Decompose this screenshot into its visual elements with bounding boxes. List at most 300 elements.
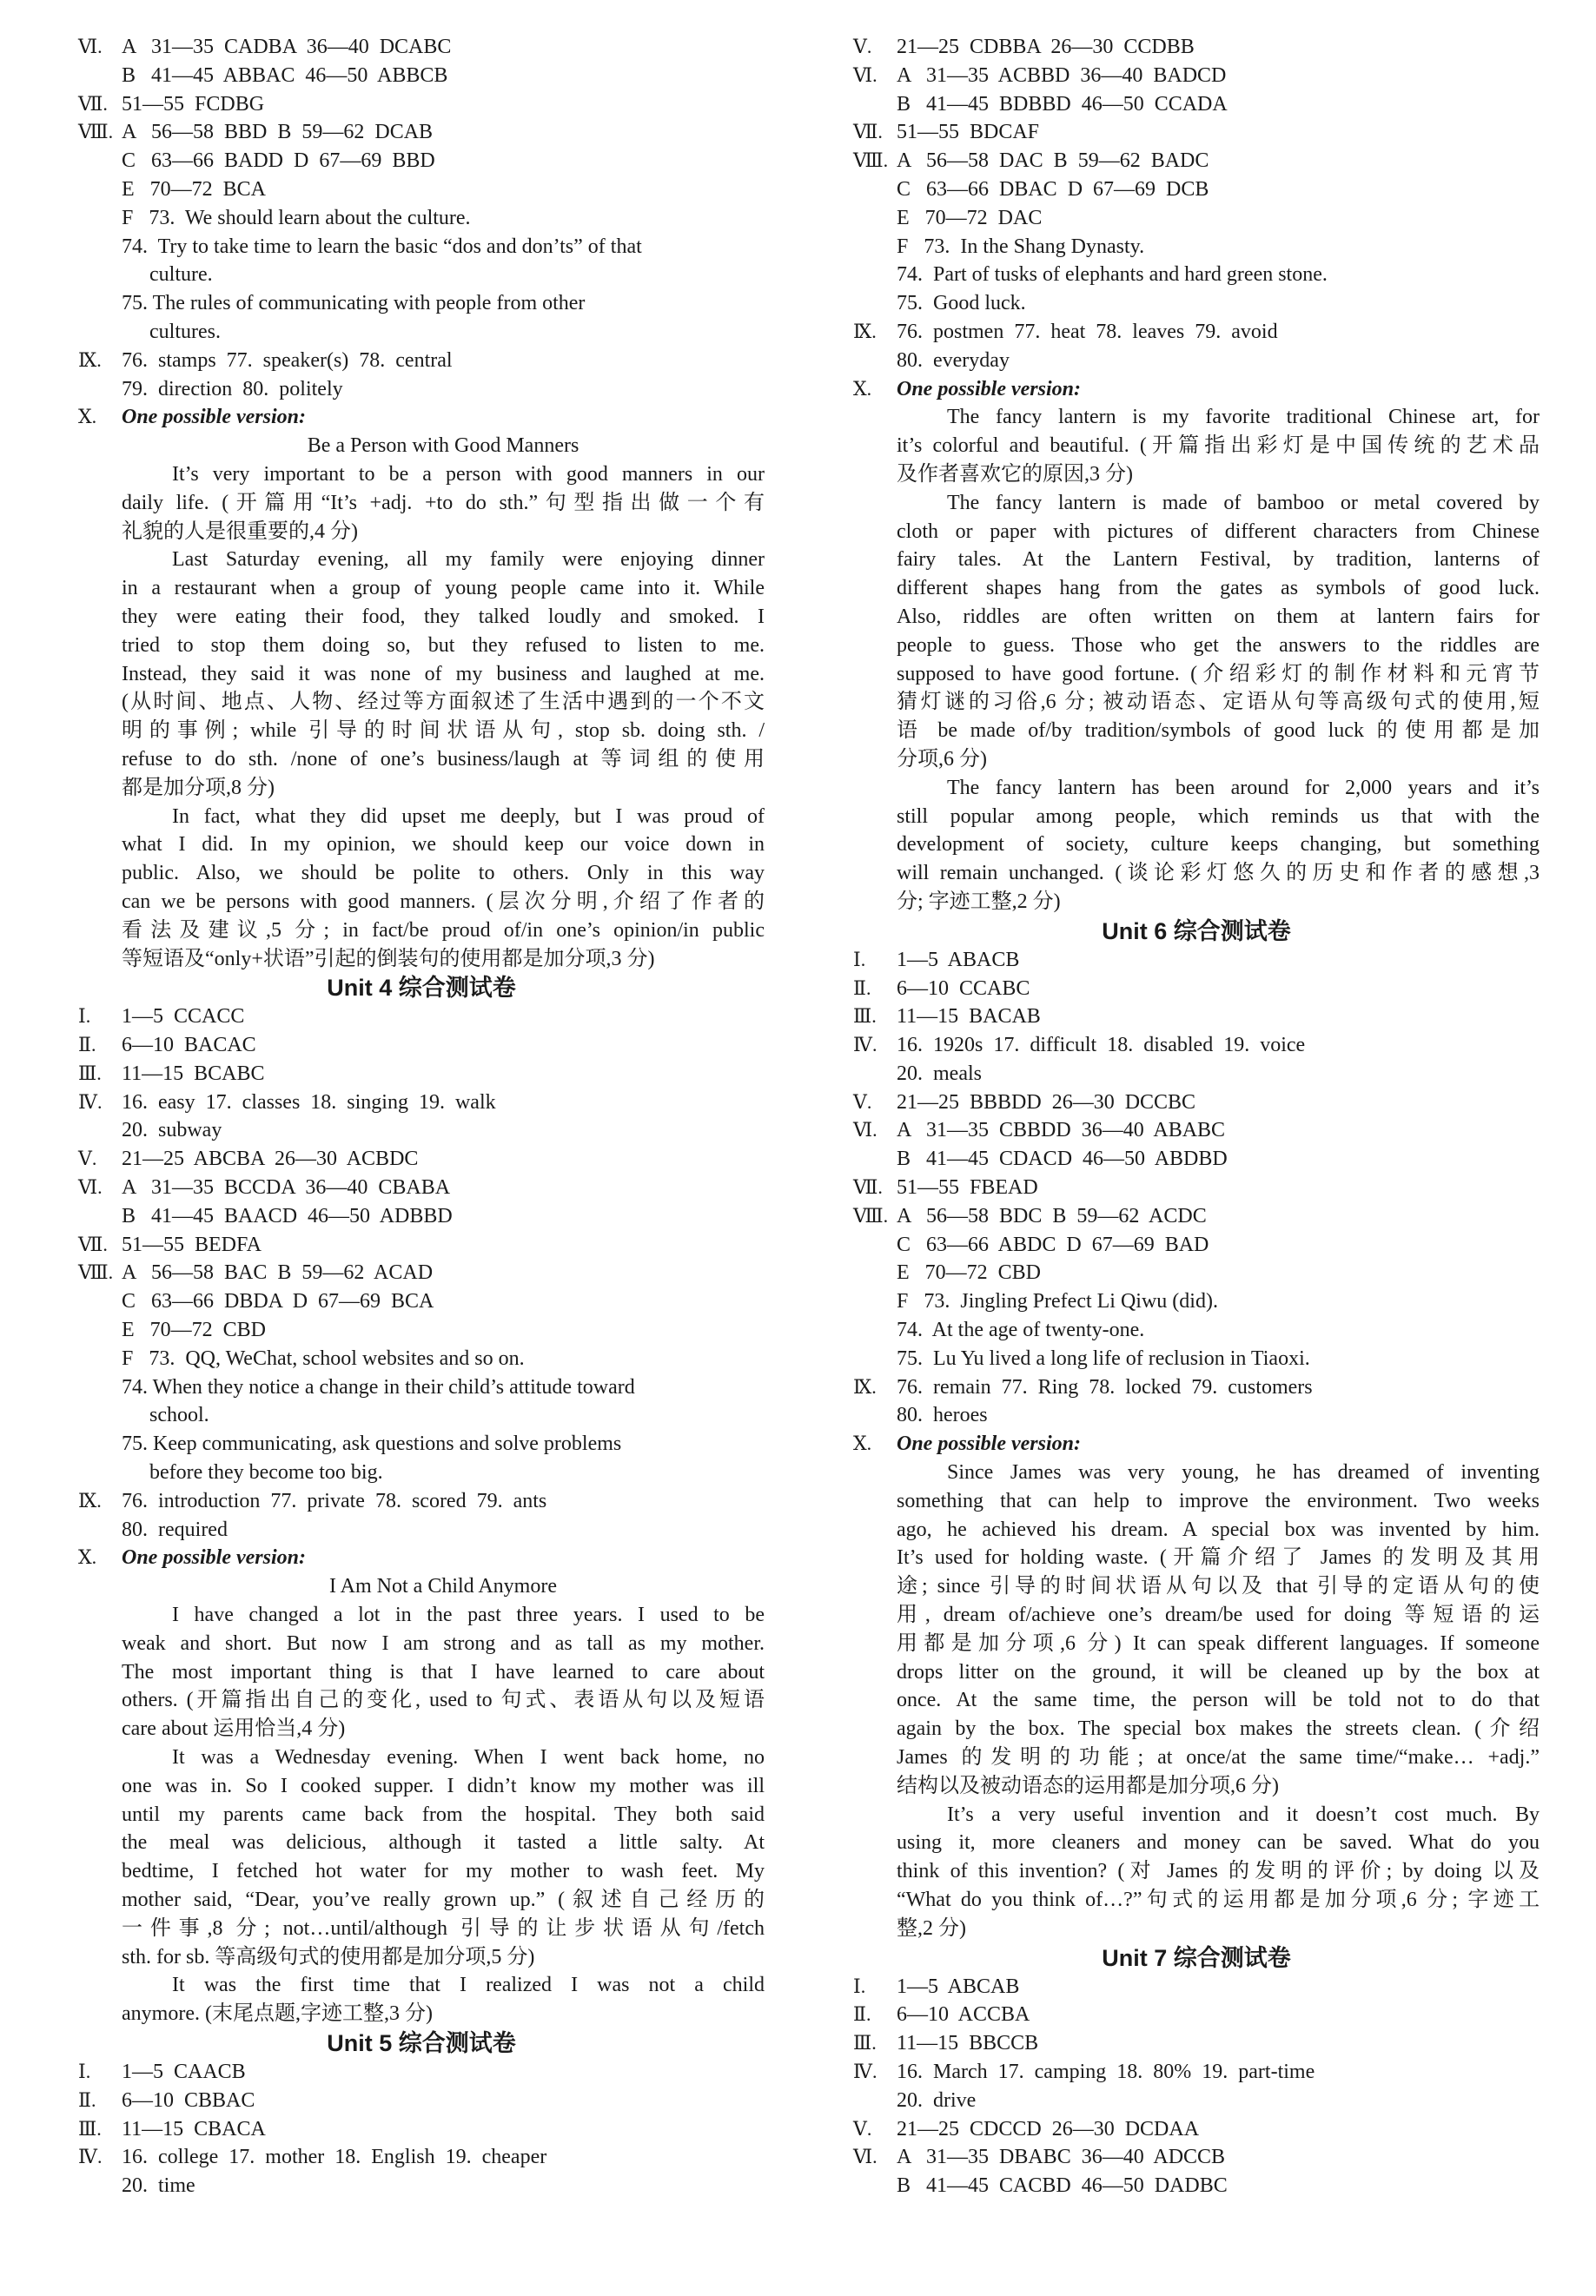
line-text: The fancy lantern is my favorite traditional Chinese art, for xyxy=(947,406,1540,429)
answer-line xyxy=(853,2143,1540,2172)
answer-line xyxy=(853,1145,1540,1174)
essay-line xyxy=(78,1715,765,1744)
answer-line xyxy=(853,1002,1540,1031)
line-text: The fancy lantern has been around for 2,000 years and it’s xyxy=(947,776,1540,799)
line-text: It’s very important to be a person with good manners in our xyxy=(172,462,765,486)
unit-heading: Unit 4 综合测试卷 xyxy=(327,975,516,1002)
line-text: anymore. (末尾点题,字迹工整,3 分) xyxy=(122,2002,433,2026)
section-version-label xyxy=(78,403,765,432)
essay-line xyxy=(78,859,765,888)
line-text: 51—55 BEDFA xyxy=(122,1233,262,1256)
essay-line xyxy=(853,688,1540,717)
line-text: A 31—35 BCCDA 36—40 CBABA xyxy=(122,1176,451,1200)
answer-line xyxy=(853,2029,1540,2058)
line-text: others. (开篇指出自己的变化, used to 句式、表语从句以及短语 xyxy=(122,1689,765,1712)
line-text: A 56—58 DAC B 59—62 BADC xyxy=(897,149,1209,173)
line-text: B 41—45 CDACD 46—50 ABDBD xyxy=(897,1148,1228,1171)
answer-line xyxy=(853,946,1540,975)
answer-line xyxy=(853,118,1540,147)
line-text: 74. Try to take time to learn the basic “dos and don’ts” of that xyxy=(122,235,642,258)
essay-line xyxy=(78,774,765,803)
answer-line xyxy=(78,1316,765,1345)
line-text: 1—5 ABACB xyxy=(897,948,1020,971)
essay-line xyxy=(853,1715,1540,1744)
answer-line xyxy=(78,1202,765,1231)
line-text: 74. At the age of twenty-one. xyxy=(897,1319,1145,1342)
line-text: 等短语及“only+状语”引起的倒装句的使用都是加分项,3 分) xyxy=(122,947,655,970)
answer-line xyxy=(78,147,765,175)
line-text: The fancy lantern is made of bamboo or metal covered by xyxy=(947,491,1540,514)
essay-line xyxy=(78,489,765,518)
essay-line xyxy=(78,660,765,689)
line-text: A 56—58 BDC B 59—62 ACDC xyxy=(897,1204,1207,1227)
answer-line xyxy=(78,1287,765,1316)
line-text: they were eating their food, they talked loudly and smoked. I xyxy=(122,605,765,628)
answer-line xyxy=(78,1174,765,1202)
line-text: 6—10 BACAC xyxy=(122,1034,256,1057)
essay-line xyxy=(853,717,1540,745)
line-text: one was in. So I cooked supper. I didn’t know my mother was ill xyxy=(122,1774,765,1797)
roman-numeral: Ⅹ. xyxy=(853,1433,872,1455)
line-text: It’s a very useful invention and it doesn’t cost much. By xyxy=(947,1803,1540,1826)
line-text: 1—5 CCACC xyxy=(122,1005,245,1029)
answer-line xyxy=(78,1060,765,1088)
line-text: something that can help to improve the environment. Two weeks xyxy=(897,1489,1540,1512)
roman-numeral: Ⅲ. xyxy=(853,1005,877,1028)
essay-line xyxy=(78,603,765,632)
line-text: 75. The rules of communicating with people from other xyxy=(122,292,586,315)
line-text: people to guess. Those who get the answers to the riddles are xyxy=(897,633,1540,657)
essay-line xyxy=(853,1544,1540,1572)
roman-numeral: Ⅴ. xyxy=(853,1090,872,1113)
answer-item-continuation xyxy=(78,318,765,347)
roman-numeral: Ⅵ. xyxy=(78,1176,103,1199)
line-text: “What do you think of…?”句式的运用都是加分项,6 分; 字迹工 xyxy=(897,1889,1540,1911)
essay-line xyxy=(853,859,1540,888)
answer-line xyxy=(78,2115,765,2144)
line-text: what I did. In my opinion, we should keep our voice down in xyxy=(122,833,765,857)
line-text: 20. time xyxy=(122,2174,195,2198)
answer-line xyxy=(853,1973,1540,2002)
line-text: cultures. xyxy=(149,320,221,343)
roman-numeral: Ⅱ. xyxy=(78,2088,96,2111)
left-column xyxy=(78,33,765,2200)
answer-item-continuation xyxy=(78,1401,765,1430)
line-text: F 73. QQ, WeChat, school websites and so on. xyxy=(122,1347,525,1370)
line-text: school. xyxy=(149,1404,209,1427)
essay-line xyxy=(853,460,1540,489)
answer-line xyxy=(78,62,765,90)
essay-line xyxy=(853,888,1540,916)
answer-line xyxy=(78,1487,765,1516)
line-text: 语 be made of/by tradition/symbols of good luck 的使用都是加 xyxy=(897,719,1540,743)
answer-line xyxy=(853,1287,1540,1316)
roman-numeral: Ⅱ. xyxy=(78,1034,96,1056)
line-text: 用, dream of/achieve one’s dream/be used for doing 等短语的运 xyxy=(897,1604,1540,1627)
essay-line xyxy=(78,518,765,546)
line-text: 80. heroes xyxy=(897,1404,988,1427)
answer-line xyxy=(853,33,1540,62)
line-text: 21—25 BBBDD 26—30 DCCBC xyxy=(897,1090,1196,1114)
answer-line xyxy=(78,1259,765,1287)
line-text: F 73. Jingling Prefect Li Qiwu (did). xyxy=(897,1290,1218,1313)
line-text: James 的发明的功能; at once/at the same time/“make… +adj.” xyxy=(897,1746,1540,1770)
roman-numeral: Ⅶ. xyxy=(78,1233,108,1255)
line-text: B 41—45 BAACD 46—50 ADBBD xyxy=(122,1204,453,1227)
line-text: (从时间、地点、人物、经过等方面叙述了生活中遇到的一个不文 xyxy=(122,691,765,714)
answer-line xyxy=(853,175,1540,204)
answer-item xyxy=(78,233,765,261)
right-column xyxy=(853,33,1540,2200)
answer-line xyxy=(853,204,1540,233)
roman-numeral: Ⅵ. xyxy=(853,2146,877,2168)
essay-line xyxy=(853,1886,1540,1915)
essay-line xyxy=(853,1829,1540,1857)
line-text: A 31—35 ACBBD 36—40 BADCD xyxy=(897,63,1227,87)
essay-line xyxy=(78,1801,765,1830)
line-text: B 41—45 BDBBD 46—50 CCADA xyxy=(897,92,1228,116)
answer-line xyxy=(78,1231,765,1260)
line-text: think of this invention? (对 James 的发明的评价; by doing 以及 xyxy=(897,1860,1540,1883)
line-text: development of society, culture keeps changing, but something xyxy=(897,833,1540,857)
line-text: 20. meals xyxy=(897,1062,982,1085)
essay-line xyxy=(78,717,765,745)
line-text: 整,2 分) xyxy=(897,1916,966,1940)
answer-line xyxy=(853,233,1540,261)
roman-numeral: Ⅴ. xyxy=(78,1148,97,1170)
line-text: It’s used for holding waste. (开篇介绍了 James 的发明及其用 xyxy=(897,1546,1540,1570)
line-text: until my parents came back from the hospital. They both said xyxy=(122,1803,765,1826)
essay-line xyxy=(78,1857,765,1886)
line-text: 看法及建议,5 分; in fact/be proud of/in one’s opinion/in public xyxy=(122,918,765,942)
essay-line xyxy=(78,916,765,945)
answer-item xyxy=(78,289,765,318)
essay-line xyxy=(853,660,1540,689)
answer-line xyxy=(853,1031,1540,1060)
roman-numeral: Ⅹ. xyxy=(78,1546,97,1569)
roman-numeral: Ⅰ. xyxy=(853,1975,866,1997)
answer-line xyxy=(78,1345,765,1373)
line-text: 途; since 引导的时间状语从句以及 that 引导的定语从句的使 xyxy=(897,1575,1540,1598)
essay-line xyxy=(853,1459,1540,1487)
line-text: E 70—72 CBD xyxy=(897,1261,1042,1285)
essay-line xyxy=(78,1686,765,1715)
line-text: still popular among people, which reminds us that with the xyxy=(897,804,1540,828)
roman-numeral: Ⅸ. xyxy=(78,1489,102,1512)
line-text: E 70—72 DAC xyxy=(897,206,1043,229)
answer-line xyxy=(853,1088,1540,1117)
line-text: One possible version: xyxy=(122,1546,306,1570)
essay-line xyxy=(78,1744,765,1772)
line-text: One possible version: xyxy=(897,1433,1081,1456)
line-text: ago, he achieved his dream. A special box was invented by him. xyxy=(897,1518,1540,1541)
line-text: can we be persons with good manners. (层次分明,介绍了作者的 xyxy=(122,890,765,913)
line-text: 11—15 BACAB xyxy=(897,1005,1041,1029)
essay-line xyxy=(853,403,1540,432)
line-text: care about 运用恰当,4 分) xyxy=(122,1717,346,1741)
line-text: 20. drive xyxy=(897,2088,977,2112)
line-text: C 63—66 ABDC D 67—69 BAD xyxy=(897,1233,1209,1256)
answer-item xyxy=(853,289,1540,318)
answer-line xyxy=(853,1060,1540,1088)
essay-line xyxy=(78,574,765,603)
essay-title xyxy=(78,432,765,460)
line-text: It was the first time that I realized I was not a child xyxy=(172,1974,765,1997)
answer-line xyxy=(853,1373,1540,1402)
answer-line xyxy=(853,975,1540,1003)
line-text: One possible version: xyxy=(122,406,306,429)
line-text: fairy tales. At the Lantern Festival, by tradition, lanterns of xyxy=(897,548,1540,572)
roman-numeral: Ⅸ. xyxy=(78,348,102,371)
answer-line xyxy=(853,1231,1540,1260)
roman-numeral: Ⅲ. xyxy=(78,1062,102,1084)
line-text: 都是加分项,8 分) xyxy=(122,776,275,799)
line-text: it’s colorful and beautiful. (开篇指出彩灯是中国传统的艺术品 xyxy=(897,434,1540,458)
answer-line xyxy=(78,90,765,119)
line-text: 16. college 17. mother 18. English 19. cheaper xyxy=(122,2146,547,2169)
line-text: 结构以及被动语态的运用都是加分项,6 分) xyxy=(897,1774,1279,1797)
roman-numeral: Ⅱ. xyxy=(853,976,871,999)
roman-numeral: Ⅰ. xyxy=(78,2060,91,2082)
roman-numeral: Ⅸ. xyxy=(853,1375,877,1398)
line-text: A 56—58 BAC B 59—62 ACAD xyxy=(122,1261,434,1285)
answer-line xyxy=(78,33,765,62)
roman-numeral: Ⅲ. xyxy=(78,2117,102,2140)
answer-line xyxy=(78,1031,765,1060)
essay-line xyxy=(853,774,1540,803)
answer-line xyxy=(78,1516,765,1545)
roman-numeral: Ⅵ. xyxy=(853,1119,877,1141)
line-text: B 41—45 ABBAC 46—50 ABBCB xyxy=(122,63,448,87)
answer-line xyxy=(853,147,1540,175)
roman-numeral: Ⅸ. xyxy=(853,320,877,342)
answer-line xyxy=(853,2001,1540,2029)
line-text: 51—55 BDCAF xyxy=(897,121,1040,144)
roman-numeral: Ⅲ. xyxy=(853,2032,877,2054)
essay-line xyxy=(853,1915,1540,1943)
answer-line xyxy=(853,318,1540,347)
essay-line xyxy=(853,632,1540,660)
essay-line xyxy=(78,1772,765,1801)
answer-item xyxy=(78,1373,765,1402)
line-text: One possible version: xyxy=(897,377,1081,400)
line-text: 80. required xyxy=(122,1518,228,1541)
essay-line xyxy=(853,1801,1540,1830)
answer-line xyxy=(78,1116,765,1145)
answer-item xyxy=(853,1345,1540,1373)
essay-line xyxy=(853,1572,1540,1601)
line-text: A 31—35 CBBDD 36—40 ABABC xyxy=(897,1119,1226,1142)
roman-numeral: Ⅱ. xyxy=(853,2003,871,2026)
line-text: 80. everyday xyxy=(897,348,1010,372)
essay-line xyxy=(853,546,1540,574)
line-text: B 41—45 CACBD 46—50 DADBC xyxy=(897,2174,1228,2198)
line-text: 礼貌的人是很重要的,4 分) xyxy=(122,519,358,543)
roman-numeral: Ⅷ. xyxy=(853,149,889,172)
line-text: E 70—72 CBD xyxy=(122,1319,267,1342)
line-text: 51—55 FCDBG xyxy=(122,92,265,116)
essay-line xyxy=(78,888,765,916)
line-text: before they become too big. xyxy=(149,1461,383,1485)
line-text: 分项,6 分) xyxy=(897,747,987,771)
line-text: 76. stamps 77. speaker(s) 78. central xyxy=(122,348,453,372)
line-text: It was a Wednesday evening. When I went back home, no xyxy=(172,1746,765,1770)
roman-numeral: Ⅰ. xyxy=(78,1005,91,1028)
line-text: 用都是加分项,6 分) It can speak different languages. If someone xyxy=(897,1631,1540,1655)
answer-line xyxy=(853,347,1540,375)
line-text: 20. subway xyxy=(122,1119,222,1142)
answer-line xyxy=(78,175,765,204)
line-text: 16. March 17. camping 18. 80% 19. part-time xyxy=(897,2060,1315,2083)
essay-line xyxy=(78,945,765,974)
line-text: 及作者喜欢它的原因,3 分) xyxy=(897,462,1133,486)
line-text: will remain unchanged. (谈论彩灯悠久的历史和作者的感想,3 xyxy=(897,862,1540,885)
essay-line xyxy=(853,1744,1540,1772)
line-text: E 70—72 BCA xyxy=(122,177,267,201)
line-text: 76. introduction 77. private 78. scored 79. ants xyxy=(122,1489,547,1512)
line-text: A 31—35 DBABC 36—40 ADCCB xyxy=(897,2146,1226,2169)
answer-item xyxy=(853,261,1540,289)
line-text: 猜灯谜的习俗,6 分; 被动语态、定语从句等高级句式的使用,短 xyxy=(897,691,1540,714)
line-text: 一件事,8 分; not…until/although 引导的让步状语从句/fetch xyxy=(122,1916,765,1940)
line-text: mother said, “Dear, you’ve really grown up.” (叙述自己经历的 xyxy=(122,1889,765,1911)
essay-line xyxy=(853,1772,1540,1801)
answer-line xyxy=(78,2143,765,2172)
line-text: In fact, what they did upset me deeply, but I was proud of xyxy=(172,804,765,828)
unit-heading: Unit 7 综合测试卷 xyxy=(1102,1944,1291,1971)
line-text: once. At the same time, the person will be told not to do that xyxy=(897,1689,1540,1712)
line-text: 11—15 CBACA xyxy=(122,2117,266,2141)
line-text: F 73. In the Shang Dynasty. xyxy=(897,235,1145,258)
section-version-label xyxy=(78,1544,765,1572)
roman-numeral: Ⅷ. xyxy=(78,1261,114,1284)
line-text: 21—25 CDBBA 26—30 CCDBB xyxy=(897,36,1195,58)
answer-line xyxy=(853,1202,1540,1231)
essay-line xyxy=(78,1886,765,1915)
answer-line xyxy=(78,204,765,233)
section-version-label xyxy=(853,1430,1540,1459)
essay-line xyxy=(853,745,1540,774)
line-text: 6—10 CBBAC xyxy=(122,2088,255,2112)
line-text: weak and short. But now I am strong and as tall as my mother. xyxy=(122,1631,765,1655)
line-text: 75. Keep communicating, ask questions and solve problems xyxy=(122,1433,622,1456)
answer-item xyxy=(78,1430,765,1459)
answer-item-continuation xyxy=(78,1459,765,1487)
line-text: 11—15 BBCCB xyxy=(897,2032,1039,2055)
line-text: C 63—66 DBDA D 67—69 BCA xyxy=(122,1290,434,1313)
line-text: public. Also, we should be polite to others. Only in this way xyxy=(122,862,765,885)
line-text: Be a Person with Good Manners xyxy=(307,434,579,458)
essay-line xyxy=(78,1829,765,1857)
roman-numeral: Ⅳ. xyxy=(853,1034,877,1056)
essay-line xyxy=(853,1658,1540,1687)
line-text: 74. When they notice a change in their child’s attitude toward xyxy=(122,1375,635,1399)
line-text: C 63—66 DBAC D 67—69 DCB xyxy=(897,177,1209,201)
answer-line xyxy=(853,2058,1540,2087)
answer-line xyxy=(78,2087,765,2115)
essay-line xyxy=(853,1630,1540,1658)
answer-line xyxy=(853,1259,1540,1287)
line-text: different shapes hang from the gates as symbols of good luck. xyxy=(897,577,1540,600)
line-text: cloth or paper with pictures of different characters from Chinese xyxy=(897,519,1540,543)
line-text: The most important thing is that I have learned to care about xyxy=(122,1660,765,1684)
line-text: 79. direction 80. politely xyxy=(122,377,343,400)
essay-line xyxy=(78,1601,765,1630)
essay-line xyxy=(78,1630,765,1658)
roman-numeral: Ⅳ. xyxy=(78,1090,103,1113)
essay-title xyxy=(78,1572,765,1601)
essay-line xyxy=(78,688,765,717)
line-text: supposed to have good fortune. (介绍彩灯的制作材料和元宵节 xyxy=(897,662,1540,685)
line-text: 74. Part of tusks of elephants and hard green stone. xyxy=(897,263,1328,287)
essay-line xyxy=(78,1915,765,1943)
essay-line xyxy=(78,745,765,774)
essay-line xyxy=(78,803,765,831)
answer-line xyxy=(853,1401,1540,1430)
essay-line xyxy=(853,603,1540,632)
answer-item xyxy=(853,1316,1540,1345)
unit-heading: Unit 6 综合测试卷 xyxy=(1102,917,1291,944)
roman-numeral: Ⅴ. xyxy=(853,2117,872,2140)
line-text: bedtime, I fetched hot water for my mother to wash feet. My xyxy=(122,1860,765,1883)
essay-line xyxy=(853,1686,1540,1715)
answer-line xyxy=(853,1174,1540,1202)
line-text: 16. easy 17. classes 18. singing 19. walk xyxy=(122,1090,496,1114)
essay-line xyxy=(78,830,765,859)
line-text: 1—5 CAACB xyxy=(122,2060,246,2083)
roman-numeral: Ⅰ. xyxy=(853,948,866,970)
line-text: drops litter on the ground, it will be cleaned up by the box at xyxy=(897,1660,1540,1684)
answer-line xyxy=(78,347,765,375)
line-text: C 63—66 BADD D 67—69 BBD xyxy=(122,149,435,173)
line-text: using it, more cleaners and money can be saved. What do you xyxy=(897,1831,1540,1855)
essay-line xyxy=(78,1658,765,1687)
roman-numeral: Ⅷ. xyxy=(78,121,114,143)
unit-heading: Unit 5 综合测试卷 xyxy=(327,2029,516,2056)
line-text: 21—25 ABCBA 26—30 ACBDC xyxy=(122,1148,419,1171)
answer-line xyxy=(853,2115,1540,2144)
line-text: 明的事例; while 引导的时间状语从句, stop sb. doing sth. / xyxy=(122,719,765,743)
answer-line xyxy=(78,1145,765,1174)
answer-line xyxy=(78,1088,765,1117)
roman-numeral: Ⅶ. xyxy=(853,1176,883,1199)
essay-line xyxy=(853,1516,1540,1545)
answer-line xyxy=(78,2058,765,2087)
line-text: F 73. We should learn about the culture. xyxy=(122,206,471,229)
answer-line xyxy=(853,90,1540,119)
roman-numeral: Ⅶ. xyxy=(78,92,108,115)
line-text: 75. Good luck. xyxy=(897,292,1026,315)
answer-line xyxy=(78,118,765,147)
line-text: 6—10 CCABC xyxy=(897,976,1030,1000)
roman-numeral: Ⅷ. xyxy=(853,1204,889,1227)
essay-line xyxy=(853,830,1540,859)
line-text: 11—15 BCABC xyxy=(122,1062,265,1085)
essay-line xyxy=(853,803,1540,831)
line-text: I Am Not a Child Anymore xyxy=(329,1575,557,1598)
answer-line xyxy=(78,375,765,404)
essay-line xyxy=(853,574,1540,603)
essay-line xyxy=(853,1601,1540,1630)
line-text: the meal was delicious, although it tasted a little salty. At xyxy=(122,1831,765,1855)
answer-line xyxy=(853,2172,1540,2200)
answer-line xyxy=(853,62,1540,90)
answer-line xyxy=(853,2087,1540,2115)
roman-numeral: Ⅴ. xyxy=(853,36,872,57)
line-text: sth. for sb. 等高级句式的使用都是加分项,5 分) xyxy=(122,1945,535,1968)
line-text: 76. remain 77. Ring 78. locked 79. customers xyxy=(897,1375,1313,1399)
line-text: culture. xyxy=(149,263,213,287)
